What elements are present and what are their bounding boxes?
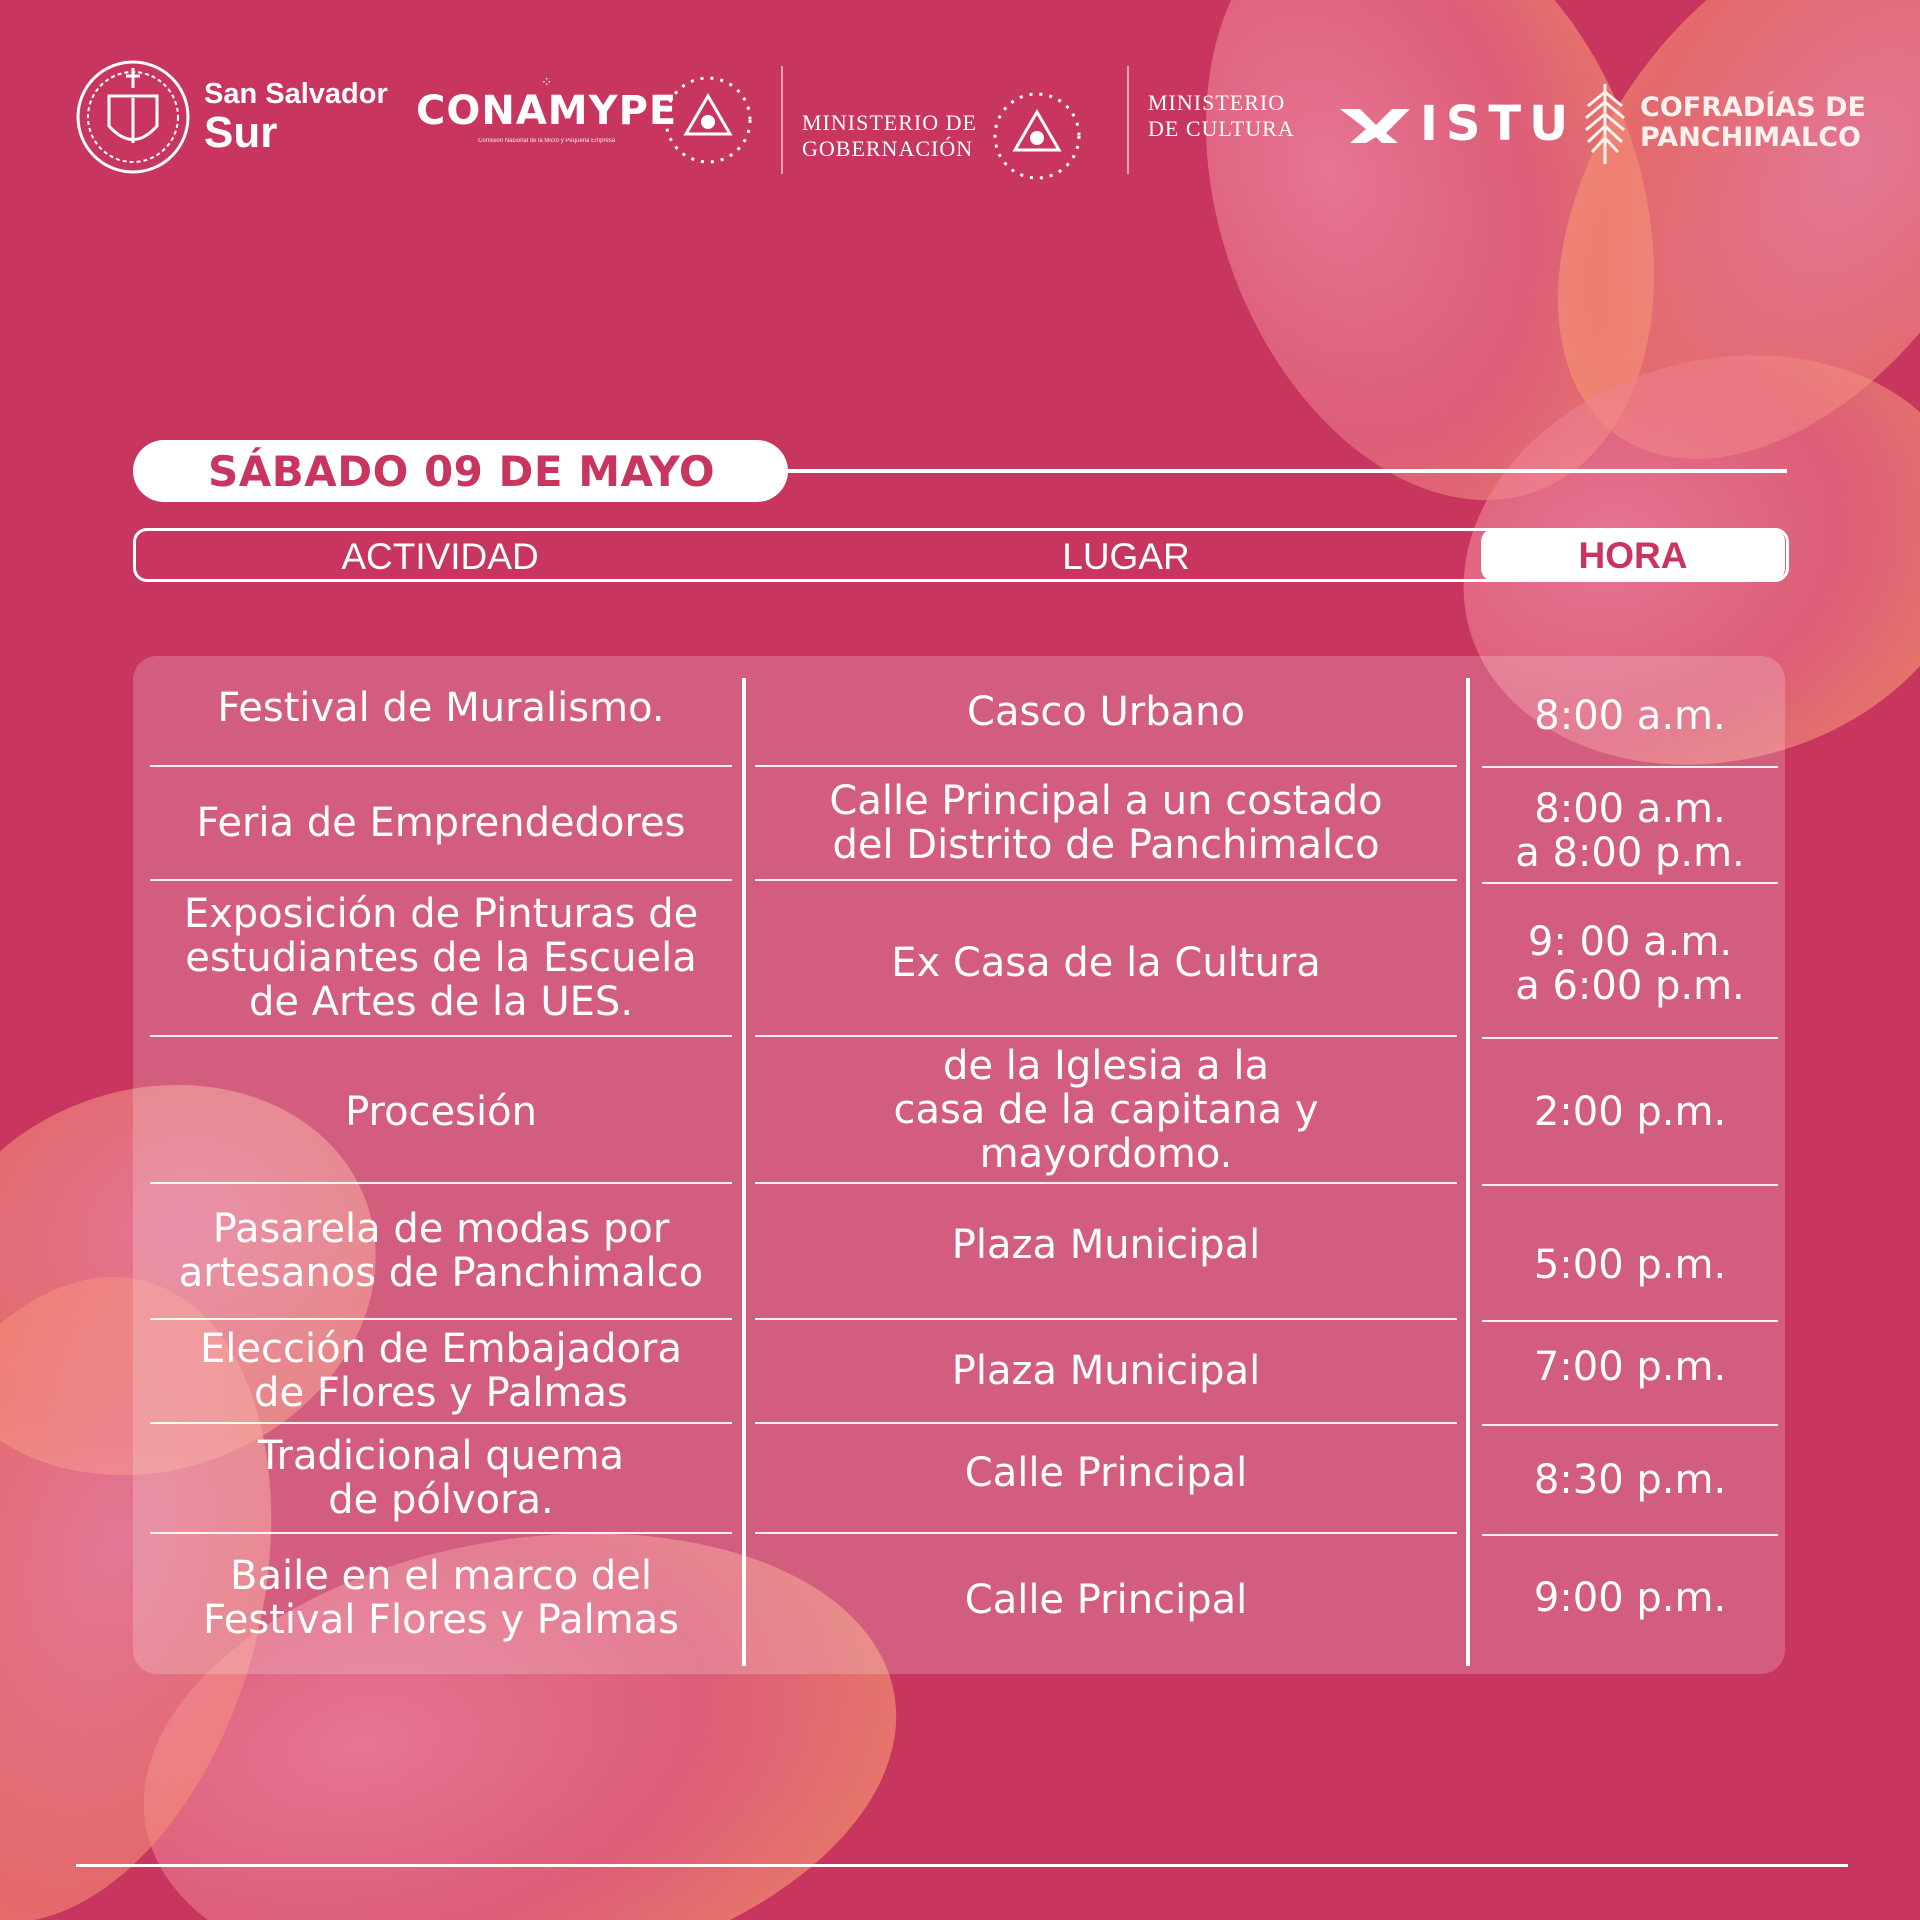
row-5-lugar: Plaza Municipal	[951, 1222, 1261, 1268]
row-7-actividad: Tradicional quema de pólvora.	[257, 1433, 625, 1523]
min-gob-line1: MINISTERIO DE	[802, 109, 977, 135]
row-8-hora: 9:00 p.m.	[1533, 1575, 1727, 1621]
istu-text: ISTU	[1420, 96, 1577, 152]
row-5-actividad: Pasarela de modas por artesanos de Panchimalco	[178, 1206, 704, 1296]
min-cul-line2: DE CULTURA	[1148, 116, 1295, 142]
row-4-hora: 2:00 p.m.	[1533, 1088, 1727, 1135]
cofradias-logo	[1582, 80, 1866, 166]
san-salvador-sur-logo	[74, 58, 388, 176]
date-divider	[788, 469, 1787, 473]
date-pill	[133, 440, 788, 502]
date-label: SÁBADO 09 DE MAYO	[208, 446, 716, 496]
national-seal-icon	[991, 90, 1083, 182]
row-8-lugar: Calle Principal	[964, 1577, 1248, 1623]
row-3-actividad: Exposición de Pinturas de estudiantes de la Escuela de Artes de la UES.	[183, 891, 699, 1025]
san-salvador-text: San Salvador	[204, 77, 388, 110]
conamype-dots-icon: ⁘	[540, 74, 553, 90]
row-4-actividad: Procesión	[345, 1089, 537, 1135]
conamype-logo	[416, 76, 677, 144]
palm-leaf-icon	[1582, 80, 1628, 166]
ministerio-gobernacion-logo	[802, 90, 1083, 182]
sponsor-logo-bar	[0, 0, 1920, 200]
min-cul-line1: MINISTERIO	[1148, 90, 1286, 115]
column-header-hora: HORA	[1481, 528, 1785, 582]
row-3-lugar: Ex Casa de la Cultura	[891, 940, 1321, 986]
column-header-lugar: LUGAR	[1062, 536, 1190, 577]
el-salvador-seal-logo	[662, 74, 754, 166]
sur-text: Sur	[204, 107, 278, 157]
row-7-hora: 8:30 p.m.	[1533, 1457, 1727, 1503]
row-3-hora: 9: 00 a.m. a 6:00 p.m.	[1515, 919, 1745, 1009]
min-gob-line2: GOBERNACIÓN	[802, 136, 974, 161]
row-1-actividad: Festival de Muralismo.	[217, 685, 665, 731]
ministerio-cultura-logo	[1148, 90, 1295, 143]
istu-logo	[1336, 96, 1576, 152]
cofradias-line1: COFRADÍAS DE	[1640, 92, 1866, 124]
conamype-name: CONAMYPE	[416, 88, 678, 134]
row-4-lugar: de la Iglesia a la casa de la capitana y mayordomo.	[893, 1042, 1319, 1177]
municipal-seal-icon	[74, 58, 192, 176]
row-1-lugar: Casco Urbano	[967, 689, 1245, 735]
conamype-subtitle: Comisión Nacional de la Micro y Pequeña Empresa	[478, 138, 616, 144]
row-2-actividad: Feria de Emprendedores	[196, 800, 686, 846]
row-2-lugar: Calle Principal a un costado del Distrito de Panchimalco	[829, 778, 1383, 868]
row-2-hora: 8:00 a.m. a 8:00 p.m.	[1515, 786, 1745, 876]
row-7-lugar: Calle Principal	[964, 1450, 1248, 1496]
bottom-divider	[76, 1864, 1848, 1867]
column-divider	[742, 678, 746, 1666]
cofradias-line2: PANCHIMALCO	[1640, 122, 1861, 153]
row-6-lugar: Plaza Municipal	[951, 1348, 1261, 1394]
national-seal-icon	[662, 74, 754, 166]
column-header-actividad: ACTIVIDAD	[341, 536, 539, 577]
istu-mark-icon	[1336, 101, 1414, 147]
row-1-hora: 8:00 a.m.	[1534, 693, 1726, 739]
row-6-hora: 7:00 p.m.	[1533, 1344, 1727, 1390]
row-5-hora: 5:00 p.m.	[1533, 1242, 1727, 1288]
column-divider	[1466, 678, 1470, 1666]
row-8-actividad: Baile en el marco del Festival Flores y Palmas	[202, 1553, 680, 1643]
row-6-actividad: Elección de Embajadora de Flores y Palmas	[200, 1326, 682, 1416]
